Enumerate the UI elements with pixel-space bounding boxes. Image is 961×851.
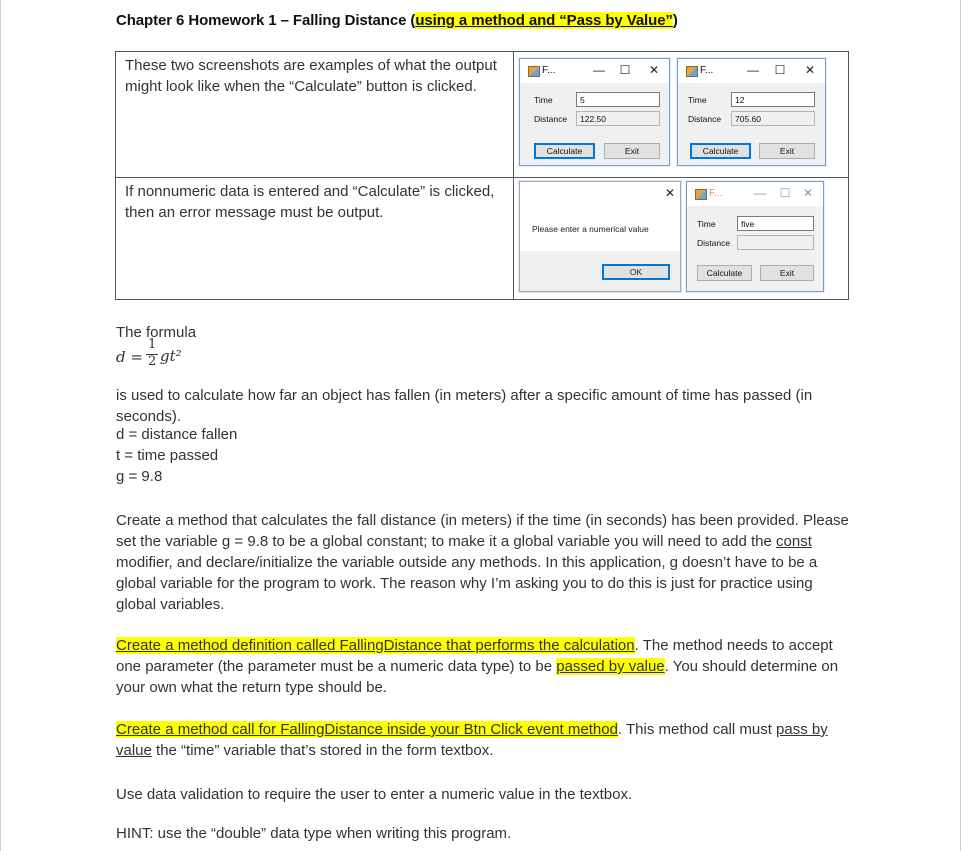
window-titlebar (520, 59, 669, 83)
heading-prefix: Chapter 6 Homework 1 – Falling Distance ( (116, 12, 416, 29)
distance-output (737, 235, 814, 250)
close-icon[interactable]: ✕ (804, 63, 816, 77)
window-title: F... (542, 65, 556, 76)
distance-output: 705.60 (731, 111, 815, 126)
formula-denominator: 2 (148, 354, 157, 369)
exit-button[interactable]: Exit (759, 143, 815, 159)
distance-output: 122.50 (576, 111, 660, 126)
dialog-button-bar (520, 251, 680, 291)
global-constant-paragraph (116, 510, 854, 615)
calculate-button[interactable]: Calculate (697, 265, 752, 281)
heading-suffix: ) (672, 12, 678, 29)
formula-numerator: 1 (148, 337, 157, 352)
method-definition-highlight: Create a method definition called FallingDistance that performs the calculation (116, 637, 635, 654)
maximize-icon[interactable]: ☐ (779, 186, 791, 200)
p2-text-1: Create a method that calculates the fall distance (in meters) if the time (in seconds) has been provided. Please set the variable g = 9.8 to be a global constant; to make it a global variable you will need to add the (116, 512, 849, 550)
p2-text-2: modifier, and declare/initialize the variable outside any methods. In this application, g doesn’t have to be a global variable for the program to work. The reason why I’m asking you to do this is just for practice using global variables. (116, 554, 818, 613)
maximize-icon[interactable]: ☐ (774, 63, 786, 77)
close-icon[interactable]: ✕ (648, 63, 660, 77)
app-icon (528, 66, 540, 77)
examples-table (115, 51, 849, 300)
formula-term: gt² (160, 347, 182, 365)
page-left-edge (0, 0, 1, 851)
heading-highlight: using a method and “Pass by Value” (415, 12, 673, 29)
calculate-button[interactable]: Calculate (690, 143, 751, 159)
minimize-icon[interactable]: — (593, 63, 605, 77)
error-message-text: Please enter a numerical value (532, 224, 649, 234)
examples-row2-text-cell (116, 178, 514, 300)
document-heading (116, 12, 678, 29)
method-call-highlight: Create a method call for FallingDistance inside your Btn Click event method (116, 721, 618, 738)
p4-text-1: . This method call must (617, 721, 777, 738)
time-input[interactable]: 12 (731, 92, 815, 107)
passed-by-value-highlight: passed by value (556, 658, 665, 675)
variable-g-definition: g = 9.8 (116, 468, 163, 485)
variable-d-definition: d = distance fallen (116, 426, 238, 443)
exit-button[interactable]: Exit (604, 143, 660, 159)
p3-text-1: . The method needs to accept one parameter (the parameter must be a numeric data type) to be (116, 637, 833, 675)
window-title: F... (700, 65, 714, 76)
formula-lhs: d = (116, 348, 143, 366)
error-message-dialog (519, 181, 681, 292)
minimize-icon[interactable]: — (747, 63, 759, 77)
examples-row1-text: These two screenshots are examples of what the output might look like when the “Calculate” button is clicked. (125, 57, 497, 95)
method-definition-paragraph (116, 635, 854, 698)
examples-row2-text: If nonnumeric data is entered and “Calculate” is clicked, then an error message must be output. (125, 183, 495, 221)
form-window-example-2 (677, 58, 826, 166)
formula-usage-text: is used to calculate how far an object has fallen (in meters) after a specific amount of time has passed (in seconds). (116, 387, 813, 425)
method-call-paragraph (116, 719, 854, 761)
minimize-icon[interactable]: — (754, 186, 766, 200)
close-icon[interactable]: ✕ (802, 186, 814, 200)
variable-t-definition: t = time passed (116, 447, 219, 464)
p4-text-2: the “time” variable that’s stored in the form textbox. (151, 742, 494, 759)
pass-by-value-underline: pass by value (116, 721, 828, 759)
form-window-example-1 (519, 58, 670, 166)
app-icon (695, 189, 707, 200)
window-title: F... (709, 188, 723, 199)
distance-label: Distance (688, 114, 722, 124)
distance-label: Distance (534, 114, 568, 124)
time-label: Time (697, 219, 716, 229)
maximize-icon[interactable]: ☐ (619, 63, 631, 77)
window-titlebar (678, 59, 825, 83)
p3-text-2: . You should determine on your own what the return type should be. (116, 658, 839, 696)
examples-row1-text-cell (116, 52, 514, 178)
time-label: Time (534, 95, 553, 105)
examples-row2-screenshot-cell (514, 178, 849, 300)
window-titlebar (687, 182, 823, 206)
time-input[interactable]: 5 (576, 92, 660, 107)
distance-label: Distance (697, 238, 731, 248)
examples-row1-screenshot-cell (514, 52, 849, 178)
hint-paragraph: HINT: use the “double” data type when writing this program. (116, 825, 512, 842)
calculate-button[interactable]: Calculate (534, 143, 595, 159)
close-icon[interactable]: ✕ (664, 186, 676, 200)
time-label: Time (688, 95, 707, 105)
const-keyword: const (776, 533, 812, 550)
time-input[interactable]: five (737, 216, 814, 231)
data-validation-paragraph: Use data validation to require the user to enter a numeric value in the textbox. (116, 786, 633, 803)
ok-button[interactable]: OK (602, 264, 670, 280)
exit-button[interactable]: Exit (760, 265, 814, 281)
form-window-error-example (686, 181, 824, 292)
app-icon (686, 66, 698, 77)
formula-intro: The formula (116, 324, 197, 341)
